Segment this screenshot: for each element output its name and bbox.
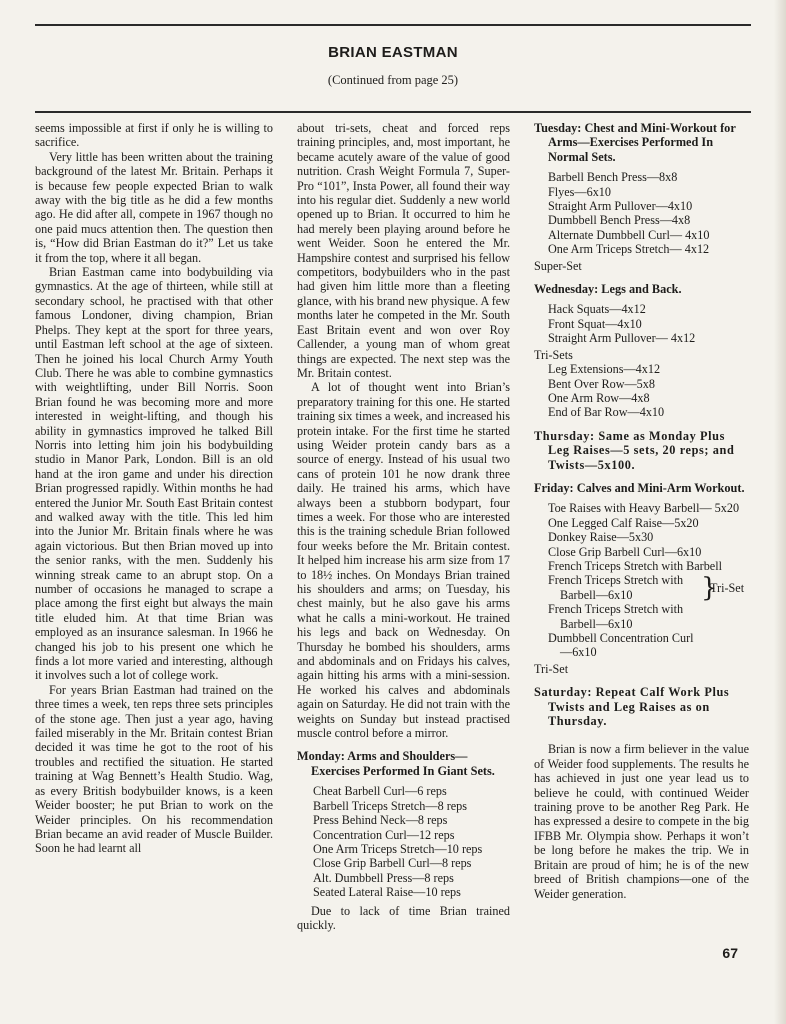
exercise-item: Close Grip Barbell Curl—6x10 — [548, 544, 702, 559]
exercise-item: Seated Lateral Raise—10 reps — [313, 885, 461, 900]
exercise-item: Concentration Curl—12 reps — [313, 827, 455, 842]
saturday-heading: Saturday: Repeat Calf Work Plus Twists and Leg Raises as on Thursday. — [534, 685, 730, 729]
exercise-item: One Arm Row—4x8 — [548, 390, 650, 405]
paragraph: Brian is now a firm believer in the value of Weider food supplements. The results he has achieved in just one year lead us to believe he could, with continued Weider training prove to be another Reg Park. He has expressed a desire to compete in the big IFBB Mr. Olympia show. Perhaps it won’t be long before he makes the trip. We in Britain are proud of him; he is of the new breed of British champions—one of the Weider generation. — [534, 742, 749, 901]
text-column-2 — [297, 121, 510, 932]
exercise-item: Flyes—6x10 — [548, 184, 611, 199]
paragraph: Brian Eastman came into bodybuilding via gymnastics. At the age of thirteen, while still at secondary school, he practised with that other famous Londoner, diving champion, Brian Phelps. They kept at the sport for three years, until Eastman left school at the age of sixteen. Then he joined his local Church Army Youth Club. There he was able to combine gymnastics with weightlifting, under Bill Norris. Soon Brian found he was becoming more and more interested in weight-lifting, and though his ability in gymnastics improved he talked Bill Norris into letting him join his bodybuilding studio in Manor Park, London. Bill is an old hand at the iron game and under his direction Brian progressed rapidly. Within months he had entered the Junior Mr. South East Britain contest and walked away with the title. This led him into the Junior Mr. Britain finals where he was again victorious. But then Brian moved up into the senior ranks, with the men. Suddenly his winning streak came to an abrupt stop. On a number of occasions he managed to scrape a place among the first eight but always the main title eluded him. At that time Brian was employed as an insurance salesman. In 1966 he changed his job to his present one which he finds a lot more varied and interesting, although it involves such a lot of college work. — [35, 265, 273, 683]
exercise-item: French Triceps Stretch with Barbell—6x10 — [548, 602, 684, 631]
tri-sets-label: Tri-Sets — [534, 347, 573, 362]
exercise-item: Dumbbell Bench Press—4x8 — [548, 213, 691, 228]
exercise-item: French Triceps Stretch with Barbell—6x10 — [548, 573, 684, 602]
paragraph: A lot of thought went into Brian’s preparatory training for this one. He started training six times a week, and increased his protein intake. For the first time he started using Weider protein candy bars as a source of energy. Instead of his usual two cans of protein 101 he now drank three daily. He trained his arms, which have always been a stubborn bodypart, four times a week. For those who are interested this is the training schedule Brian followed four weeks before the Mr. Britain contest. It helped him increase his arm size from 17 to 18½ inches. On Mondays Brian trained his shoulders and arms; on Tuesday, his chest mainly, but he also gave his arms what he calls a mini-workout. He trained his legs and back on Wednesday. On Thursday he bombed his shoulders, arms and abdominals and on Fridays his calves, again hitting his arms with a mini-session. He worked his calves and abdominals again on Saturday. He did not train with the weights on Sunday but instead practised muscle control before a mirror. — [297, 380, 510, 741]
wednesday-heading: Wednesday: Legs and Back. — [534, 282, 682, 297]
wednesday-exercise-list — [534, 302, 749, 345]
article-title: BRIAN EASTMAN — [328, 44, 458, 61]
exercise-item: Cheat Barbell Curl—6 reps — [313, 784, 447, 799]
exercise-item: Straight Arm Pullover— 4x12 — [548, 331, 696, 346]
friday-tri-set-group — [534, 573, 749, 659]
exercise-item: Barbell Bench Press—8x8 — [548, 170, 678, 185]
page-edge-shadow — [774, 0, 786, 1024]
exercise-item: Straight Arm Pullover—4x10 — [548, 199, 693, 214]
exercise-item: End of Bar Row—4x10 — [548, 405, 665, 420]
exercise-item: One Arm Triceps Stretch—10 reps — [313, 841, 483, 856]
exercise-item: Donkey Raise—5x30 — [548, 530, 654, 545]
brace-icon: } — [701, 573, 718, 604]
super-set-label: Super-Set — [534, 258, 582, 273]
exercise-item: Alt. Dumbbell Press—8 reps — [313, 870, 454, 885]
top-rule — [35, 24, 751, 26]
monday-exercise-list — [297, 784, 510, 899]
exercise-item: Hack Squats—4x12 — [548, 302, 646, 317]
exercise-item: Toe Raises with Heavy Barbell— 5x20 — [548, 501, 740, 516]
friday-tri-set-list — [534, 573, 704, 659]
friday-exercise-list — [534, 501, 749, 573]
tuesday-heading: Tuesday: Chest and Mini-Workout for Arms—Exercises Performed In Normal Sets. — [534, 121, 736, 164]
continued-note: (Continued from page 25) — [327, 73, 459, 87]
text-column-3 — [534, 121, 749, 901]
exercise-item: French Triceps Stretch with Barbell — [548, 558, 722, 573]
paragraph: Due to lack of time Brian trained quickly. — [297, 903, 510, 932]
exercise-item: Leg Extensions—4x12 — [548, 362, 661, 377]
exercise-item: Barbell Triceps Stretch—8 reps — [313, 798, 468, 813]
thursday-heading: Thursday: Same as Monday Plus Leg Raises—5 sets, 20 reps; and Twists—5x100. — [534, 428, 735, 472]
monday-heading: Monday: Arms and Shoulders—Exercises Performed In Giant Sets. — [297, 749, 495, 778]
exercise-item: One Arm Triceps Stretch— 4x12 — [548, 242, 710, 257]
header-rule — [35, 111, 751, 113]
tuesday-exercise-list — [534, 170, 749, 256]
paragraph: Very little has been written about the training background of the latest Mr. Britain. Perhaps it is because few people expected Brian to walk away with the big title as he did a few months ago. He did after all, compete in 1967 though no one paid mucs attention then. The question then is, “How did Brian Eastman do it?” Let us take it from the top, where it all began. — [35, 149, 273, 265]
tri-set-label: Tri-Set — [534, 661, 569, 676]
text-column-1 — [35, 121, 273, 856]
paragraph: For years Brian Eastman had trained on the three times a week, ten reps three sets principles of the stone age. Then just a year ago, having failed miserably in the Mr. Britain contest Brian decided it was time he got to the root of his troubles and rectified the situation. He started training at Wag Bennett’s Health Studio. Wag, as every British bodybuilder knows, is a keen Weider booster; he put Brian to work on the Weider principles. On his recommendation Brian became an avid reader of Muscle Builder. Soon he had learnt all — [35, 682, 273, 856]
paragraph: seems impossible at first if only he is willing to sacrifice. — [35, 121, 273, 150]
exercise-item: Close Grip Barbell Curl—8 reps — [313, 856, 472, 871]
friday-heading: Friday: Calves and Mini-Arm Workout. — [534, 480, 745, 495]
paragraph: about tri-sets, cheat and forced reps training principles, and, most important, he became acutely aware of the value of good nutrition. Crash Weight Formula 7, Super-Pro “101”, Insta Power, all found their way into his regular diet. Suddenly a new world opened up to Brian. It occurred to him he had merely been playing around before he went Weider. Soon he entered the Mr. Hampshire contest and surprised his fellow competitors, bodybuilders who in the past had given him little more than a fleeting glance, with his brand new physique. A few months later he competed in the Mr. South East Britain event and won over Roy Callender, a young man of whom great things are expected. The next step was the Mr. Britain contest. — [297, 121, 510, 380]
page-number: 67 — [722, 945, 738, 961]
exercise-item: Dumbbell Concentration Curl—6x10 — [548, 631, 694, 660]
exercise-item: One Legged Calf Raise—5x20 — [548, 515, 699, 530]
tri-set-bracket-label: Tri-Set — [710, 581, 745, 596]
wednesday-tri-set-list — [534, 362, 749, 420]
exercise-item: Bent Over Row—5x8 — [548, 376, 655, 391]
exercise-item: Alternate Dumbbell Curl— 4x10 — [548, 227, 710, 242]
exercise-item: Press Behind Neck—8 reps — [313, 813, 448, 828]
exercise-item: Front Squat—4x10 — [548, 316, 642, 331]
